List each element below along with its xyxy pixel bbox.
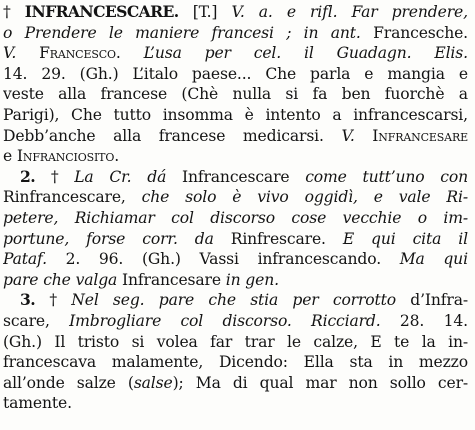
quote-word: Che (265, 64, 297, 83)
definition-word: che (141, 188, 170, 207)
quote-word: malamente, (111, 353, 204, 372)
quote-word: volea (156, 332, 198, 351)
citation-number: 14. (443, 311, 468, 330)
quote-word: all’onde (3, 373, 65, 392)
text-line (3, 2, 468, 23)
quote-word: insomma (162, 105, 233, 124)
definition-word: o (3, 23, 13, 42)
definition-word: valga (75, 270, 118, 289)
text-line (3, 352, 468, 373)
quote-word: paese... (191, 64, 252, 83)
quote-word: tristo (77, 332, 120, 351)
gloss-italic: salse (133, 373, 173, 392)
author-ref: Pataf. (3, 250, 47, 269)
quote-word: medicarsi. (242, 126, 324, 145)
quote-word: francese (100, 85, 168, 104)
author-ref: Ricciard. (311, 311, 381, 330)
source-tag: (Gh.) (141, 250, 181, 269)
citation-number: 96. (98, 250, 124, 269)
definition-word: pare (3, 270, 39, 289)
definition-word: pare (158, 291, 195, 310)
quote-word: si (285, 85, 299, 104)
definition-word: cose (291, 208, 327, 227)
quote-word: parla (310, 64, 351, 83)
definition-word: per (204, 44, 231, 63)
text-line (3, 270, 475, 291)
definition-word: portune, (3, 229, 70, 248)
source-tag: [T.] (192, 3, 218, 21)
quote-word: cer- (437, 373, 468, 392)
cited-word: scare, (3, 311, 50, 330)
definition-word: qui (371, 229, 396, 248)
text-line (3, 208, 468, 229)
quote-word: Ella (303, 353, 334, 372)
definition-word: ; (286, 23, 292, 42)
definition-word: E (342, 229, 355, 248)
sense-number: 2. (20, 166, 36, 186)
quote-word: qual (259, 373, 294, 392)
quote-word: francese (158, 126, 226, 145)
definition-word: petere, (3, 208, 59, 227)
definition-word: per (292, 291, 319, 310)
definition-word: oggidì, (304, 188, 358, 207)
quote-word: sollo (389, 373, 426, 392)
quote-word: E (370, 332, 382, 351)
author-ref: Guadagn. (336, 44, 412, 63)
cited-word: Rinfrancescare, (3, 188, 126, 207)
definition-word: Richiamar (74, 208, 155, 227)
quote-word: sta (349, 353, 373, 372)
definition-word: che (208, 291, 236, 310)
definition-word: vivo (257, 188, 289, 207)
definition-word: è (232, 188, 242, 207)
definition-word: seg. (112, 291, 145, 310)
definition-word: qui (443, 250, 468, 269)
definition-word: im- (443, 208, 468, 227)
definition-word: maniere (135, 23, 200, 42)
quote-word: le (287, 332, 301, 351)
quote-word: far (210, 332, 233, 351)
quote-word: Dicendo: (218, 353, 288, 372)
text-line (20, 167, 468, 188)
cited-word: Francesche. (373, 23, 468, 42)
quote-word: alla (58, 85, 87, 104)
definition-word: stia (250, 291, 279, 310)
text-line (3, 146, 475, 167)
quote-word: mezzo (418, 353, 468, 372)
dagger-mark: † (49, 291, 57, 310)
quote-word: si (131, 332, 145, 351)
cross-ref-word: Infranciosito. (16, 147, 120, 166)
definition-word: gen. (245, 270, 279, 289)
definition-word: vale (398, 188, 431, 207)
cited-word: Rinfrescare. (230, 229, 326, 248)
definition-word: francesi (211, 23, 274, 42)
quote-word: la (421, 332, 436, 351)
definition-word: Imbrogliare (69, 311, 162, 330)
definition-word: discorso. (222, 311, 292, 330)
sense-number: 3. (20, 290, 36, 310)
quote-word: Il (54, 332, 66, 351)
text-line (3, 229, 468, 250)
source-tag: (Gh.) (79, 64, 119, 83)
quote-word: Debb’anche (3, 126, 96, 145)
definition-word: in (225, 270, 241, 289)
grammar-label: e (286, 3, 296, 21)
definition-word: Ma (399, 250, 425, 269)
citation-number: 14. (3, 64, 28, 83)
definition-word: corr. (142, 229, 178, 248)
dagger-mark: † (3, 3, 11, 21)
cited-word: d’Infra- (410, 291, 468, 310)
quote-word: a (332, 105, 342, 124)
grammar-label: rifl. (310, 3, 338, 21)
text-line (3, 187, 468, 208)
definition-word: Nel (71, 291, 99, 310)
quote-word: intento (265, 105, 321, 124)
definition-word: corrotto (332, 291, 396, 310)
text-line (3, 64, 468, 85)
definition-word: Far (351, 3, 378, 21)
text-line (3, 84, 468, 105)
quote-word: fuorchè (384, 85, 445, 104)
quote-word: è (244, 105, 254, 124)
text-line (3, 105, 468, 126)
quote-word: Parigi), (3, 105, 60, 124)
cited-word: Infrancescare (181, 167, 290, 186)
citation-number: 2. (65, 250, 81, 269)
definition-word: il (458, 229, 468, 248)
definition-word: in (303, 23, 319, 42)
definition-word: cel. (253, 44, 282, 63)
quote-word: fa (312, 85, 328, 104)
quote-word: mangia (387, 64, 445, 83)
definition-word: dá (147, 167, 167, 186)
text-line (3, 332, 468, 353)
definition-word: Cr. (109, 167, 132, 186)
definition-word: con (440, 167, 468, 186)
headword: INFRANCESCARE. (24, 2, 179, 21)
quote-word: non (348, 373, 378, 392)
definition-word: Prendere (24, 23, 97, 42)
text-line (3, 249, 468, 270)
quote-word: di (232, 373, 248, 392)
definition-word: tutt’uno (362, 167, 425, 186)
definition-word: La (74, 167, 94, 186)
definition-word: discorso (210, 208, 275, 227)
definition-word: forse (86, 229, 126, 248)
quote-word: francescava (3, 353, 97, 372)
cross-ref-label: V. (341, 126, 355, 145)
dagger-mark: † (50, 167, 59, 186)
quote-word: L’italo (132, 64, 178, 83)
definition-word: col (171, 208, 194, 227)
definition-word: ant. (330, 23, 361, 42)
source-tag: (Gh.) (3, 332, 42, 351)
definition-word: le (108, 23, 123, 42)
quote-word: infrancescando. (257, 250, 381, 269)
quote-word: ben (341, 85, 371, 104)
author-ref: Elis. (434, 44, 468, 63)
quote-word: a (458, 85, 468, 104)
quote-word: mar (305, 373, 337, 392)
quote-word: nulla (232, 85, 272, 104)
quote-word: veste (3, 85, 44, 104)
text-line (3, 23, 468, 44)
definition-word: il (303, 44, 314, 63)
definition-word: che (43, 270, 71, 289)
definition-word: col (180, 311, 204, 330)
quote-word: Vassi (199, 250, 239, 269)
text-line (20, 290, 468, 311)
cross-ref-label: V. (3, 44, 17, 63)
definition-word: Ri- (446, 188, 468, 207)
quote-word: infrancescarsi, (353, 105, 468, 124)
citation-number: 29. (41, 64, 66, 83)
quote-word: trar (244, 332, 275, 351)
quote-word: alla (113, 126, 142, 145)
text-line (3, 126, 468, 147)
text-line (3, 373, 468, 394)
quote-word: e (458, 64, 468, 83)
cross-ref-word: Francesco. (39, 44, 121, 63)
quote-word: in (388, 353, 404, 372)
quote-word: tamente. (3, 394, 72, 413)
grammar-label: a. (258, 3, 273, 21)
text-line (3, 43, 468, 64)
quote-word: calze, (313, 332, 358, 351)
definition-word: solo (185, 188, 217, 207)
definition-word: cita (412, 229, 442, 248)
definition-word: e (373, 188, 383, 207)
definition-word: da (194, 229, 214, 248)
quote-word: (Chè (181, 85, 219, 104)
text-line (3, 311, 468, 332)
quote-word: tutto (113, 105, 151, 124)
definition-word: o (417, 208, 427, 227)
text-line (3, 393, 475, 414)
definition-word: come (305, 167, 347, 186)
text-word: e (3, 147, 13, 166)
citation-number: 28. (399, 311, 425, 330)
definition-word: L’usa (143, 44, 182, 63)
quote-word: Che (71, 105, 102, 124)
gloss-word: (salse); (127, 373, 184, 392)
definition-word: prendere, (391, 3, 468, 21)
quote-word: te (394, 332, 410, 351)
quote-word: Ma (195, 373, 221, 392)
quote-word: e (364, 64, 374, 83)
quote-word: salze (76, 373, 116, 392)
cross-ref-word: Infrancesare (372, 126, 468, 145)
definition-word: vecchie (342, 208, 402, 227)
cited-word: Infrancesare (122, 270, 221, 289)
quote-word: in- (448, 332, 468, 351)
grammar-label: V. (231, 3, 245, 21)
